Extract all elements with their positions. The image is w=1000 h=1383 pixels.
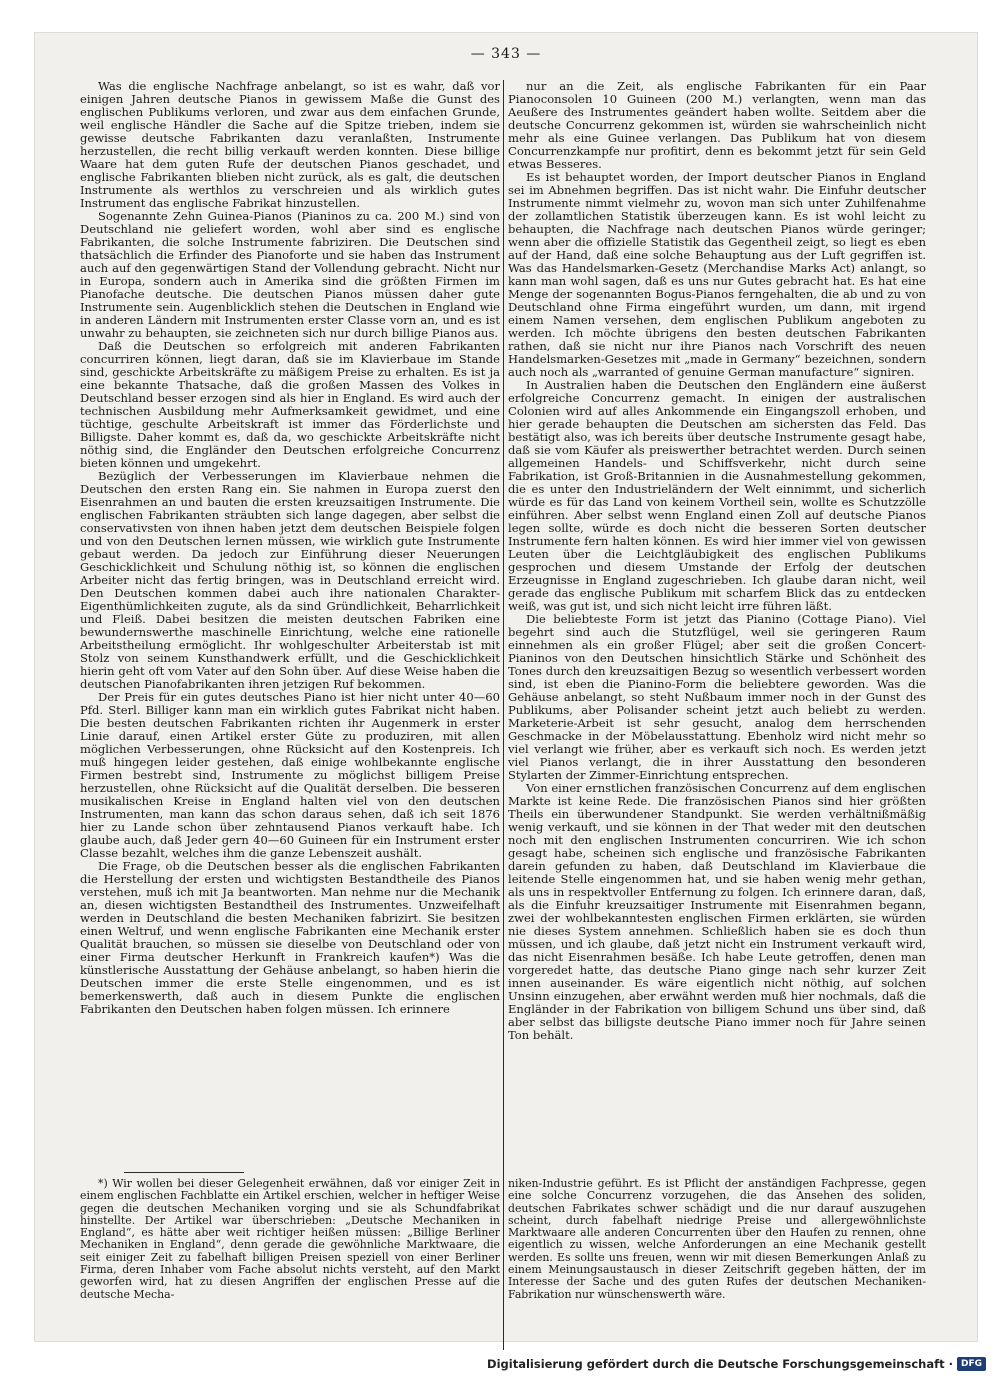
- paragraph: Es ist behauptet worden, der Import deutscher Pianos in England sei im Abnehmen begriffen. Das ist nicht wahr. Die Einfuhr deutscher Instrumente nimmt vielmehr zu, wovon man sich unter Zuhilfenahme der zollamtlichen Statistik überzeugen kann. Es ist wohl leicht zu behaupten, die Nachfrage nach deutschen Pianos würde geringer; wenn aber die offizielle Statistik das Gegentheil zeigt, so liegt es eben auf der Hand, daß eine solche Behauptung aus der Luft gegriffen ist. Was das Handelsmarken-Gesetz (Merchandise Marks Act) anlangt, so kann man wohl sagen, daß es uns nur Gutes gebracht hat. Es hat eine Menge der sogenannten Bogus-Pianos ferngehalten, die ab und zu von Deutschland ohne Firma eingeführt wurden, um dann, mit irgend einem Namen versehen, dem englischen Publikum angeboten zu werden. Ich möchte übrigens den besten deutschen Fabrikanten rathen, daß sie nicht nur ihre Pianos nach Vorschrift des neuen Handelsmarken-Gesetzes mit „made in Germany“ bezeichnen, sondern auch noch als „warranted of genuine German manufacture“ signiren.: [508, 170, 926, 379]
- column-divider: [503, 80, 504, 1350]
- paragraph: Die beliebteste Form ist jetzt das Pianino (Cottage Piano). Viel begehrt sind auch die Stutzflügel, weil sie geringeren Raum einnehmen als ein großer Flügel; aber seit die großen Concert-Pianinos von den Deutschen hinsichtlich Stärke und Schönheit des Tones durch den kreuzsaitigen Bezug so wesentlich verbessert worden sind, ist eben die Pianino-Form die beliebtere geworden. Was die Gehäuse anbelangt, so steht Nußbaum immer noch in der Gunst des Publikums, aber Polisander scheint jetzt auch beliebt zu werden. Marketerie-Arbeit ist sehr gesucht, analog dem herrschenden Geschmacke in der Möbelausstattung. Ebenholz wird nicht mehr so viel verlangt wie früher, aber es verkauft sich noch. Es werden jetzt viel Pianos verlangt, die in ihrer Ausstattung den besonderen Stylarten der Zimmer-Einrichtung entsprechen.: [508, 612, 926, 782]
- scanned-page: [34, 32, 978, 1342]
- paragraph: Der Preis für ein gutes deutsches Piano ist hier nicht unter 40—60 Pfd. Sterl. Billiger kann man ein wirklich gutes Fabrikat nicht haben. Die besten deutschen Fabrikanten richten ihr Augenmerk in erster Linie darauf, einen Artikel erster Güte zu produziren, mit allen möglichen Verbesserungen, ohne Rücksicht auf den Kostenpreis. Ich muß hingegen leider gestehen, daß einige wohlbekannte englische Firmen bestrebt sind, Instrumente zu möglichst billigem Preise herzustellen, ohne Rücksicht auf die Qualität derselben. Die besseren musikalischen Kreise in England halten viel von den deutschen Instrumenten, man kann das schon daraus sehen, daß ich seit 1876 hier zu Lande schon über zehntausend Pianos verkauft habe. Ich glaube auch, daß Jeder gern 40—60 Guineen für ein Instrument erster Classe bezahlt, welches ihm die ganze Lebenszeit aushält.: [80, 690, 500, 860]
- left-column: [80, 80, 500, 1160]
- page-number: — 343 —: [470, 46, 542, 62]
- footnote-text: niken-Industrie geführt. Es ist Pflicht der anständigen Fachpresse, gegen eine solche Concurrenz vorzugehen, die das Ansehen des soliden, deutschen Fabrikates schwer schädigt und die nur darauf auszugehen scheint, durch fabelhaft niedrige Preise und allergewöhnlichste Marktwaare alle anderen Concurrenten über den Haufen zu rennen, ohne eigentlich zu wissen, welche Anforderungen an eine Mechanik gestellt werden. Es sollte uns freuen, wenn wir mit diesen Bemerkungen Anlaß zu einem Meinungsaustausch in dieser Zeitschrift gegeben hätten, der im Interesse der Sache und des guten Rufes der deutschen Mechaniken-Fabrikation nur wünschenswerth wäre.: [508, 1178, 926, 1301]
- footnote-left: [80, 1178, 500, 1348]
- right-column: [508, 80, 926, 1160]
- footnote-text: *) Wir wollen bei dieser Gelegenheit erwähnen, daß vor einiger Zeit in einem englischen Fachblatte ein Artikel erschien, welcher in heftiger Weise gegen die deutschen Mechaniken vorging und sie als Schundfabrikat hinstellte. Der Artikel war überschrieben: „Deutsche Mechaniken in England“, es hätte aber weit richtiger heißen müssen: „Billige Berliner Mechaniken in England“, denn gerade die gewöhnliche Marktwaare, die seit einiger Zeit zu fabelhaft billigen Preisen speziell von einer Berliner Firma, deren Inhaber vom Fache absolut nichts versteht, auf den Markt geworfen wird, hat zu diesen Angriffen der englischen Presse auf die deutsche Mecha-: [80, 1178, 500, 1301]
- paragraph: Die Frage, ob die Deutschen besser als die englischen Fabrikanten die Herstellung der ersten und wichtigsten Bestandtheile des Pianos verstehen, muß ich mit Ja beantworten. Man nehme nur die Mechanik an, diesen wichtigsten Bestandtheil des Instrumentes. Unzweifelhaft werden in Deutschland die besten Mechaniken fabrizirt. Sie besitzen einen Weltruf, und wenn englische Fabrikanten eine Mechanik erster Qualität brauchen, so müssen sie dieselbe von Deutschland oder von einer Firma deutscher Herkunft in Frankreich kaufen*) Was die künstlerische Ausstattung der Gehäuse anbelangt, so haben hierin die Deutschen immer die erste Stelle eingenommen, und es ist bemerkenswerth, daß auch in diesem Punkte die englischen Fabrikanten den Deutschen haben folgen müssen. Ich erinnere: [80, 859, 500, 1016]
- paragraph: Sogenannte Zehn Guinea-Pianos (Pianinos zu ca. 200 M.) sind von Deutschland nie geliefert worden, wohl aber sind es englische Fabrikanten, die solche Instrumente fabriziren. Die Deutschen sind thatsächlich die Erfinder des Pianoforte und sie haben das Instrument auch auf den gegenwärtigen Stand der Vollendung gebracht. Nicht nur in Europa, sondern auch in Amerika sind die größten Firmen im Pianofache deutsche. Die deutschen Pianos müssen daher gute Instrumente sein. Augenblicklich stehen die Deutschen in England wie in anderen Ländern mit Instrumenten erster Classe vorn an, und es ist unwahr zu behaupten, sie zeichneten sich nur durch billige Pianos aus.: [80, 209, 500, 340]
- funder-text: Digitalisierung gefördert durch die Deutsche Forschungsgemeinschaft: [487, 1357, 945, 1371]
- paragraph: Von einer ernstlichen französischen Concurrenz auf dem englischen Markte ist keine Rede. Die französischen Pianos sind hier größten Theils ein überwundener Standpunkt. Sie werden verhältnißmäßig wenig verkauft, und sie können in der That weder mit den deutschen noch mit den englischen Instrumenten concurriren. Wie ich schon gesagt habe, scheinen sich englische und französische Fabrikanten darein gefunden zu haben, daß Deutschland im Klavierbaue die leitende Stelle eingenommen hat, und sie haben wenig mehr gethan, als uns in respektvoller Entfernung zu folgen. Ich erinnere daran, daß, als die Einfuhr kreuzsaitiger Instrumente mit Eisenrahmen begann, zwei der wohlbekanntesten englischen Firmen erklärten, sie würden nie dieses System annehmen. Schließlich haben sie es doch thun müssen, und ich glaube, daß jetzt nicht ein Instrument verkauft wird, das nicht Eisenrahmen besäße. Ich habe Leute getroffen, denen man vorgeredet hatte, das deutsche Piano ginge nach sehr kurzer Zeit innen auseinander. Es wäre eigentlich nicht nöthig, auf solchen Unsinn einzugehen, aber erwähnt werden muß hier nochmals, daß die Engländer in der Fabrikation von billigem Schund uns über sind, daß aber selbst das billigste deutsche Piano immer noch für Jahre seinen Ton behält.: [508, 781, 926, 1042]
- paragraph: Daß die Deutschen so erfolgreich mit anderen Fabrikanten concurriren können, liegt daran, daß sie im Klavierbaue im Stande sind, geschickte Arbeitskräfte zu mäßigem Preise zu erhalten. Es ist ja eine bekannte Thatsache, daß die großen Massen des Volkes in Deutschland besser erzogen sind als hier in England. Es wird auch der technischen Ausbildung mehr Aufmerksamkeit gewidmet, und eine tüchtige, geschulte Arbeitskraft ist immer das Förderlichste und Billigste. Daher kommt es, daß da, wo geschickte Arbeitskräfte nicht nöthig sind, die Engländer den Deutschen erfolgreiche Concurrenz bieten können und umgekehrt.: [80, 339, 500, 470]
- funder-credit: Digitalisierung gefördert durch die Deutsche Forschungsgemeinschaft · DFG: [487, 1357, 986, 1371]
- dfg-logo-icon: DFG: [957, 1357, 986, 1371]
- paragraph: nur an die Zeit, als englische Fabrikanten für ein Paar Pianoconsolen 10 Guineen (200 M.) verlangten, wenn man das Aeußere des Instrumentes geändert haben wollte. Seitdem aber die deutsche Concurrenz gekommen ist, würden sie wahrscheinlich nicht mehr als eine Guinee verlangen. Das Publikum hat von diesem Concurrenzkampfe nur profitirt, denn es bekommt jetzt für sein Geld etwas Besseres.: [508, 80, 926, 171]
- paragraph: Bezüglich der Verbesserungen im Klavierbaue nehmen die Deutschen den ersten Rang ein. Sie nahmen in Europa zuerst den Eisenrahmen an und bauten die ersten kreuzsaitigen Instrumente. Die englischen Fabrikanten sträubten sich lange dagegen, aber selbst die conservativsten von ihnen haben jetzt dem deutschen Beispiele folgen und von den Deutschen lernen müssen, wie wirklich gute Instrumente gebaut werden. Da jedoch zur Einführung dieser Neuerungen Geschicklichkeit und Schulung nöthig ist, so können die englischen Arbeiter nicht das fertig bringen, was in Deutschland erreicht wird. Den Deutschen kommen dabei auch ihre nationalen Charakter-Eigenthümlichkeiten zugute, als da sind Gründlichkeit, Beharrlichkeit und Fleiß. Dabei besitzen die meisten deutschen Fabriken eine bewundernswerthe maschinelle Einrichtung, welche eine rationelle Arbeitstheilung ermöglicht. Ihr wohlgeschulter Arbeiterstab ist mit Stolz von seinem Kunsthandwerk erfüllt, und die Geschicklichkeit hierin geht oft vom Vater auf den Sohn über. Auf diese Weise haben die deutschen Pianofabrikanten ihren jetzigen Ruf bekommen.: [80, 469, 500, 691]
- paragraph: In Australien haben die Deutschen den Engländern eine äußerst erfolgreiche Concurrenz gemacht. In einigen der australischen Colonien wird auf alles Ankommende ein Eingangszoll erhoben, und hier gerade behaupten die Deutschen am sichersten das Feld. Das bestätigt also, was ich bereits über deutsche Instrumente gesagt habe, daß sie vom Käufer als preiswerther betrachtet werden. Durch seinen allgemeinen Handels- und Schiffsverkehr, nicht durch seine Fabrikation, ist Groß-Britannien in die Ausnahmestellung gekommen, die es unter den Industrieländern der Welt einnimmt, und sicherlich würde es für das Land von keinem Vortheil sein, wollte es Schutzzölle einführen. Aber selbst wenn England einen Zoll auf deutsche Pianos legen sollte, würde es doch nicht die besseren Sorten deutscher Instrumente fern halten können. Es wird hier immer viel von gewissen Leuten über die Leichtgläubigkeit des englischen Publikums gesprochen und diesem Umstande der Erfolg der deutschen Erzeugnisse in England zugeschrieben. Ich glaube daran nicht, weil gerade das englische Publikum mit scharfem Blick das zu entdecken weiß, was gut ist, und sich nicht leicht irre führen läßt.: [508, 378, 926, 613]
- footnote-right: [508, 1178, 926, 1348]
- footnote-rule: [124, 1172, 244, 1173]
- paragraph: Was die englische Nachfrage anbelangt, so ist es wahr, daß vor einigen Jahren deutsche Pianos in gewissem Maße die Gunst des englischen Publikums verloren, und zwar aus dem einfachen Grunde, weil englische Händler die Sache auf die Spitze trieben, indem sie gewisse deutsche Fabrikanten dazu veranlaßten, Instrumente herzustellen, die recht billig verkauft werden konnten. Diese billige Waare hat dem guten Rufe der deutschen Pianos geschadet, und englische Fabrikanten blieben nicht zurück, als es galt, die deutschen Instrumente als werthlos zu verschreien und als wirklich gutes Instrument das englische Fabrikat hinzustellen.: [80, 80, 500, 210]
